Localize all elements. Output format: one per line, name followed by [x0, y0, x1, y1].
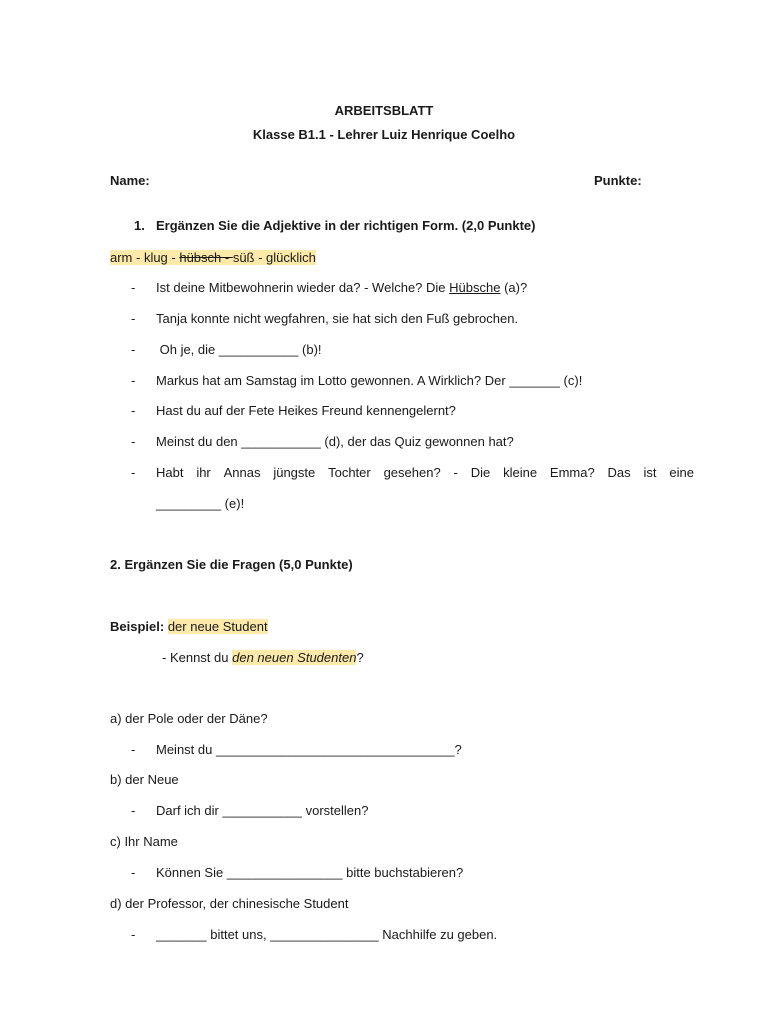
item-e-word: gesehen? [383, 465, 441, 480]
dash-bullet: - [131, 865, 136, 880]
item-e-word: Tochter [328, 465, 371, 480]
dash-bullet: - [131, 927, 136, 942]
item-e-word: Annas [223, 465, 261, 480]
task2-heading: 2. Ergänzen Sie die Fragen (5,0 Punkte) [110, 557, 353, 572]
points-label: Punkte: [594, 173, 642, 188]
item-e-word: ist [643, 465, 657, 480]
item-e-word: eine [669, 465, 694, 480]
item-e-word: jüngste [273, 465, 316, 480]
example-phrase: der neue Student [167, 619, 268, 634]
task1-item-2: Tanja konnte nicht wegfahren, sie hat sich den Fuß gebrochen. [156, 311, 519, 326]
task1-item-e [156, 465, 694, 481]
dash-bullet: - [131, 403, 136, 418]
example-label: Beispiel: [110, 619, 165, 634]
task1-item-5: Hast du auf der Fete Heikes Freund kennengelernt? [156, 403, 456, 418]
word-bank-struck: hübsch - [179, 250, 233, 265]
item-e-word: Emma? [549, 465, 595, 480]
word-bank [110, 250, 316, 266]
dash-bullet: - [131, 803, 136, 818]
worksheet-title: ARBEITSBLATT [334, 103, 434, 118]
name-label: Name: [110, 173, 150, 188]
task1-number: 1. [134, 218, 145, 233]
example-answer-pre: - Kennst du [162, 650, 233, 665]
item-a-pre: Ist deine Mitbewohnerin wieder da? - Welche? Die [156, 280, 450, 295]
prompt-a: a) der Pole oder der Däne? [110, 711, 268, 726]
prompt-d: d) der Professor, der chinesische Student [110, 896, 349, 911]
dash-bullet: - [131, 465, 136, 480]
example-answer-highlight: den neuen Studenten [232, 650, 357, 665]
item-e-word: Die [470, 465, 491, 480]
dash-bullet: - [131, 342, 136, 357]
task2-item-b: Darf ich dir ___________ vorstellen? [156, 803, 369, 818]
item-e-word: Habt [156, 465, 184, 480]
word-bank-part1: arm - klug - [110, 250, 180, 265]
task1-item-d: Meinst du den ___________ (d), der das Quiz gewonnen hat? [156, 434, 514, 449]
task2-item-d: _______ bittet uns, _______________ Nachhilfe zu geben. [156, 927, 498, 942]
item-e-word: - [453, 465, 458, 480]
task1-item-b: Oh je, die ___________ (b)! [156, 342, 322, 357]
task1-item-c: Markus hat am Samstag im Lotto gewonnen. A Wirklich? Der _______ (c)! [156, 373, 583, 388]
worksheet-subtitle: Klasse B1.1 - Lehrer Luiz Henrique Coelho [252, 127, 516, 142]
dash-bullet: - [131, 434, 136, 449]
dash-bullet: - [131, 311, 136, 326]
dash-bullet: - [131, 742, 136, 757]
item-e-word: Das [607, 465, 631, 480]
task2-item-a: Meinst du _________________________________? [156, 742, 462, 757]
example-answer [162, 650, 364, 666]
task1-item-a [156, 280, 527, 296]
task1-heading: Ergänzen Sie die Adjektive in der richtigen Form. (2,0 Punkte) [156, 218, 536, 233]
word-bank-part2: süß - glücklich [232, 250, 316, 265]
dash-bullet: - [131, 373, 136, 388]
dash-bullet: - [131, 280, 136, 295]
item-a-answer: Hübsche [449, 280, 501, 295]
item-e-word: kleine [503, 465, 538, 480]
item-e-word: ihr [196, 465, 211, 480]
example-answer-post: ? [356, 650, 364, 665]
task2-item-c: Können Sie ________________ bitte buchstabieren? [156, 865, 464, 880]
prompt-c: c) Ihr Name [110, 834, 178, 849]
example-line [110, 619, 268, 635]
item-a-post: (a)? [500, 280, 528, 295]
prompt-b: b) der Neue [110, 772, 179, 787]
task1-item-e-continuation: _________ (e)! [156, 496, 245, 511]
